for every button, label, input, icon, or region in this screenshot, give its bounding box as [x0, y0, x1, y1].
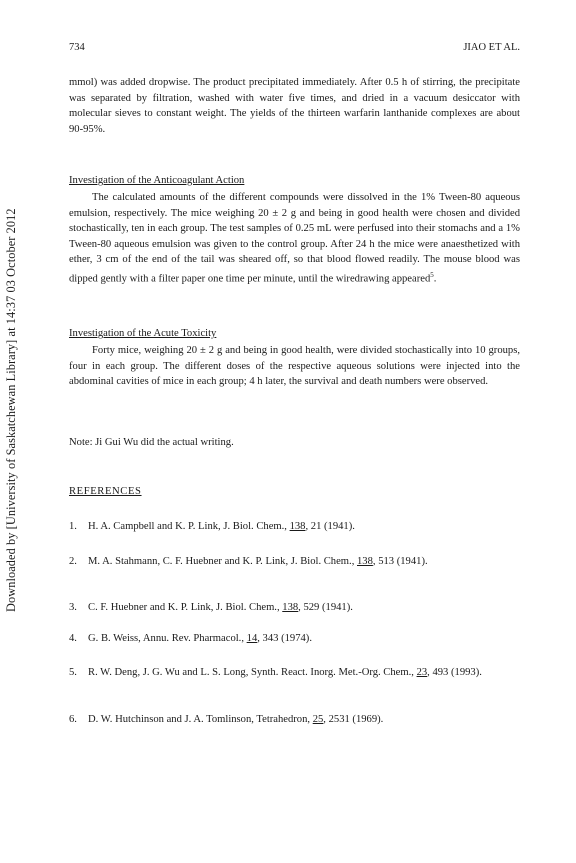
reference-item: [69, 631, 520, 647]
reference-text: R. W. Deng, J. G. Wu and L. S. Long, Synth. React. Inorg. Met.-Org. Chem., 23, 493 (1993).: [88, 667, 482, 678]
running-head: JIAO ET AL.: [463, 42, 520, 53]
reference-number: 4.: [69, 633, 77, 644]
author-note: Note: Ji Gui Wu did the actual writing.: [69, 437, 234, 448]
reference-text: C. F. Huebner and K. P. Link, J. Biol. Chem., 138, 529 (1941).: [88, 602, 353, 613]
reference-item: [69, 519, 520, 535]
reference-item: [69, 665, 520, 681]
reference-number: 2.: [69, 556, 77, 567]
reference-volume: 14: [246, 633, 258, 644]
reference-number: 3.: [69, 602, 77, 613]
download-watermark: Downloaded by [University of Saskatchewan Library] at 14:37 03 October 2012: [4, 208, 18, 612]
anticoagulant-paragraph: [69, 190, 520, 287]
reference-volume: 138: [289, 521, 306, 532]
reference-text: D. W. Hutchinson and J. A. Tomlinson, Tetrahedron, 25, 2531 (1969).: [88, 714, 384, 725]
toxicity-paragraph: Forty mice, weighing 20 ± 2 g and being in good health, were divided stochastically into 10 groups, four in each group. The different doses of the respective aqueous solutions were injected into the abdominal cavities of mice in each group; 4 h later, the survival and death numbers were observed.: [69, 345, 520, 388]
page-number: 734: [69, 42, 85, 53]
reference-item: [69, 554, 520, 570]
reference-volume: 23: [416, 667, 428, 678]
reference-text: H. A. Campbell and K. P. Link, J. Biol. Chem., 138, 21 (1941).: [88, 521, 355, 532]
section-heading-toxicity: Investigation of the Acute Toxicity: [69, 328, 217, 339]
section-heading-anticoagulant: Investigation of the Anticoagulant Action: [69, 175, 245, 186]
anticoagulant-text: The calculated amounts of the different compounds were dissolved in the 1% Tween-80 aqueous emulsion, respectively. The mice weighing 20 ± 2 g and being in good health were chosen and divided stochastically, ten in each group. The test samples of 0.25 mL were perfused into their stomachs and a 1% Tween-80 aqueous emulsion was given to the control group. After 24 h the mice were anaesthetized with ether, 3 cm of the end of the tail was sheared off, so that blood flowed readily. The mouse blood was dipped gently with a filter paper one time per minute, until the wiredrawing appeared: [69, 192, 520, 285]
citation-superscript: 5: [430, 270, 434, 279]
reference-volume: 138: [282, 602, 299, 613]
reference-text: G. B. Weiss, Annu. Rev. Pharmacol., 14, 343 (1974).: [88, 633, 312, 644]
reference-volume: 25: [312, 714, 324, 725]
reference-item: [69, 600, 520, 616]
reference-item: [69, 712, 520, 728]
reference-number: 5.: [69, 667, 77, 678]
paragraph-end: .: [433, 273, 437, 285]
references-heading: REFERENCES: [69, 486, 142, 497]
reference-volume: 138: [357, 556, 373, 567]
reference-number: 1.: [69, 521, 77, 532]
reference-text: M. A. Stahmann, C. F. Huebner and K. P. Link, J. Biol. Chem., 138, 513 (1941).: [88, 556, 428, 567]
intro-paragraph: mmol) was added dropwise. The product precipitated immediately. After 0.5 h of stirring, the precipitate was separated by filtration, washed with water five times, and dried in a vacuum desiccator with molecular sieves to constant weight. The yields of the thirteen warfarin lanthanide complexes are about 90-95%.: [69, 77, 520, 135]
reference-number: 6.: [69, 714, 77, 725]
